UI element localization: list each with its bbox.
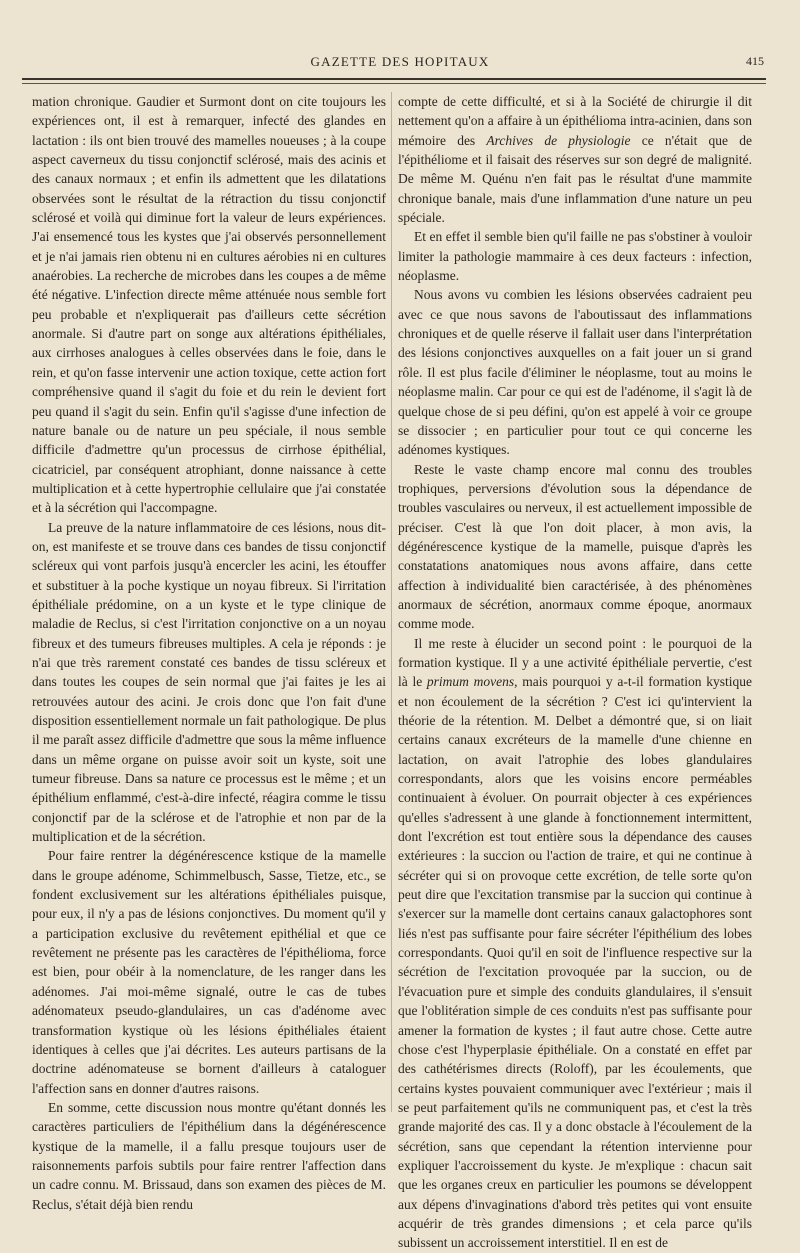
right-paragraph-4: Reste le vaste champ encore mal connu des troubles trophiques, perversions d'évolution sous la dépendance de troubles vasculaires ou nerveux, il est actuellement impossible de préciser. C'est là que l'on doit placer, à mon avis, la dégénérescence kystique de la mamelle, puisque d'après les constatations anatomiques nous avons affaire, dans cette affection à individualité bien caractérisée, à des phénomènes anormaux de sécrétion, anormaux comme époque, anormaux comme mode.	[398, 461, 752, 632]
right-paragraph-3: Nous avons vu combien les lésions observées cadraient peu avec ce que nous savons de l'aboutissaut des inflammations chroniques et de quelle réserve il fallait user dans l'interprétation des lésions conjonctives auxquelles on a fait jouer un si grand rôle. Il est plus facile d'éliminer le néoplasme, tout au moins le néoplasme malin. Car pour ce qui est de l'adénome, il s'agit là de quelque chose de si peu défini, qu'on est appelé à voir ce groupe se dissocier ; en particulier pour tout ce qui concerne les adénomes kystiques.	[398, 287, 752, 458]
left-paragraph-1: mation chronique. Gaudier et Surmont dont on cite toujours les expériences ont, il est à remarquer, infecté des glandes en lactation : ils ont bien trouvé des mamelles noueuses ; à la coupe aspect caverneux du tissu conjonctif sclérosé, mais des acinis et des canaux normaux ; et enfin ils admettent que les dilatations observées sont le résultat de la rétraction du tissu conjonctif sclérosé et voilà qui diminue fort la valeur de leurs expériences. J'ai ensemencé tous les kystes que j'ai observés personnellement et je n'ai jamais rien obtenu ni en cultures aérobies ni en cultures anaérobies. La recherche de microbes dans les coupes a de même été négative. L'infection directe même atténuée nous semble fort peu probable et n'expliquerait pas d'ailleurs cette sécrétion anormale. Si d'autre part on songe aux altérations épithéliales, aux cirrhoses analogues à celles observées dans le foie, dans le rein, et qu'on fasse intervenir une action toxique, cette action fort compréhensive quand il s'agit du foie et du rein le devient fort peu quand il s'agit du sein. Enfin qu'il s'agisse d'une infection de nature banale ou de nature un peu spéciale, il nous semble difficile d'admettre qu'un processus de cirrhose épithélial, cicatriciel, par conséquent atrophiant, donne naissance à cette multiplication et à cette hypertrophie cellulaire que j'ai constatée et à la sécrétion qui l'accompagne.	[32, 94, 386, 516]
header-rule-thick	[22, 78, 766, 80]
running-header	[30, 52, 770, 74]
right-paragraph-1: compte de cette difficulté, et si à la Société de chirurgie il dit nettement qu'on a affaire à un épithélioma intra-acinien, dans son mémoire des Archives de physiologie ce n'était que de l'épithéliome et il faisait des réserves sur son degré de malignité. De même M. Quénu n'en fait pas le résultat d'une mammite chronique banale, mais d'une inflammation d'une nature un peu spéciale.	[398, 94, 752, 226]
right-paragraph-5: Il me reste à élucider un second point : le pourquoi de la formation kystique. Il y a une activité épithéliale pervertie, c'est là le primum movens, mais pourquoi y a-t-il formation kystique et non écoulement de la sécrétion ? C'est ici qu'intervient la théorie de la rétention. M. Delbet a démontré que, si on liait certains canaux excréteurs de la mamelle d'une chienne en lactation, on avait l'atrophie des lobes glandulaires correspondants, alors que les voisins encore perméables continuaient à évoluer. On pourrait objecter à ces expériences qu'elles s'adressent à une glande à fonctionnement intermittent, dont l'excrétion est tout entière sous la dépendance des causes extérieures : la succion ou l'action de traire, et qui ne continue à sécréter qui si on provoque cette excrétion, de telle sorte qu'on peut dire que l'excitation transmise par la succion qui continue à s'exercer sur la mamelle dont certains canaux galactophores sont liés n'est pas suffisante pour faire sécréter l'épithélium des lobes correspondants. Quoi qu'il en soit de l'influence respective sur la sécrétion de l'excitation provoquée par la succion, ou de l'évacuation pure et simple des conduits glandulaires, il s'ensuit que l'oblitération simple de ces conduits n'est pas suffisante pour amener la formation de kystes ; il faut autre chose. Cette autre chose c'est l'hyperplasie épithéliale. On a constaté en effet par des cathétérismes directs (Roloff), par les écoulements, que certains kystes pouvaient communiquer avec l'extérieur ; mais il se peut parfaitement qu'ils ne communiquent pas, et c'est la très grande majorité des cas. Il y a donc obstacle à l'écoulement de la sécrétion, sans que cependant la rétention intervienne pour expliquer l'accroissement du kyste. Je m'explique : chacun sait que les organes creux en particulier les poumons se développent aux dépens d'invaginations d'abord très petites qui vont ensuite acquérir de très grandes dimensions ; et cela parce qu'ils subissent un accroissement interstitiel. Il en est de	[398, 635, 752, 1251]
right-paragraph-2: Et en effet il semble bien qu'il faille ne pas s'obstiner à vouloir limiter la pathologie mammaire à ces deux facteurs : infection, néoplasme.	[398, 229, 752, 284]
right-column	[398, 92, 752, 1253]
page-number: 415	[746, 54, 764, 68]
column-divider	[391, 92, 392, 1112]
left-paragraph-4: En somme, cette discussion nous montre qu'étant donnés les caractères particuliers de l'épithélium dans la dégénérescence kystique de la mamelle, il a fallu presque toujours user de raisonnements parfois subtils pour faire rentrer l'affection dans un cadre connu. M. Brissaud, dans son examen des pièces de M. Reclus, s'était déjà bien rendu	[32, 1099, 386, 1212]
italic-latin-term: primum movens	[426, 674, 515, 690]
left-paragraph-3: Pour faire rentrer la dégénérescence kstique de la mamelle dans le groupe adénome, Schimmelbusch, Sasse, Tietze, etc., se fondent exclusivement sur les altérations épithéliales puisque, pour eux, il n'y a pas de lésions conjonctives. Du moment qu'il y a participation exclusive du revêtement epithélial et que ce revêtement ne présente pas les caractères de l'épithélioma, force est bien, pour obéir à la nomenclature, de les ranger dans les adénomes. J'ai moi-même signalé, outre le cas de tubes adénomateux pseudo-glandulaires, un cas d'adénome avec transformation kystique où les lésions épithéliales étaient identiques à celles que j'ai décrites. Les auteurs partisans de la doctrine adénomateuse se bornent d'ailleurs à cataloguer l'affection sans en donner d'autres raisons.	[32, 848, 386, 1096]
journal-title: GAZETTE DES HOPITAUX	[310, 54, 490, 69]
left-paragraph-2: La preuve de la nature inflammatoire de ces lésions, nous dit-on, est manifeste et se trouve dans ces bandes de tissu conjonctif scléreux qui vont parfois jusqu'à encercler les acini, les étouffer et substituer à la poche kystique un noyau fibreux. Si l'irritation épithéliale prédomine, on a un kyste et le type clinique de maladie de Reclus, si c'est l'irritation conjonctive on a un noyau fibreux et des tumeurs fibreuses multiples. A cela je réponds : je n'ai que très rarement constaté ces bandes de tissu scléreux et dans toutes les coupes de sein normal que j'ai faites je les ai retrouvées autour des acini. Je crois donc que l'on fait d'une disposition essentiellement normale un fait pathologique. De plus il me paraît assez difficile d'admettre que sous la même influence dans un même organe on puisse avoir soit un kyste, soit une tumeur fibreuse. Dans sa nature ce processus est le même ; et un épithélium enflammé, c'est-à-dire infecté, réagira comme le tissu conjonctif par de la sclérose et de l'atrophie et non par de la multiplication et de la sécrétion.	[32, 519, 386, 845]
header-rule-thin	[22, 83, 766, 84]
left-column	[32, 92, 386, 1214]
italic-journal-name: Archives de physiologie	[486, 132, 631, 148]
